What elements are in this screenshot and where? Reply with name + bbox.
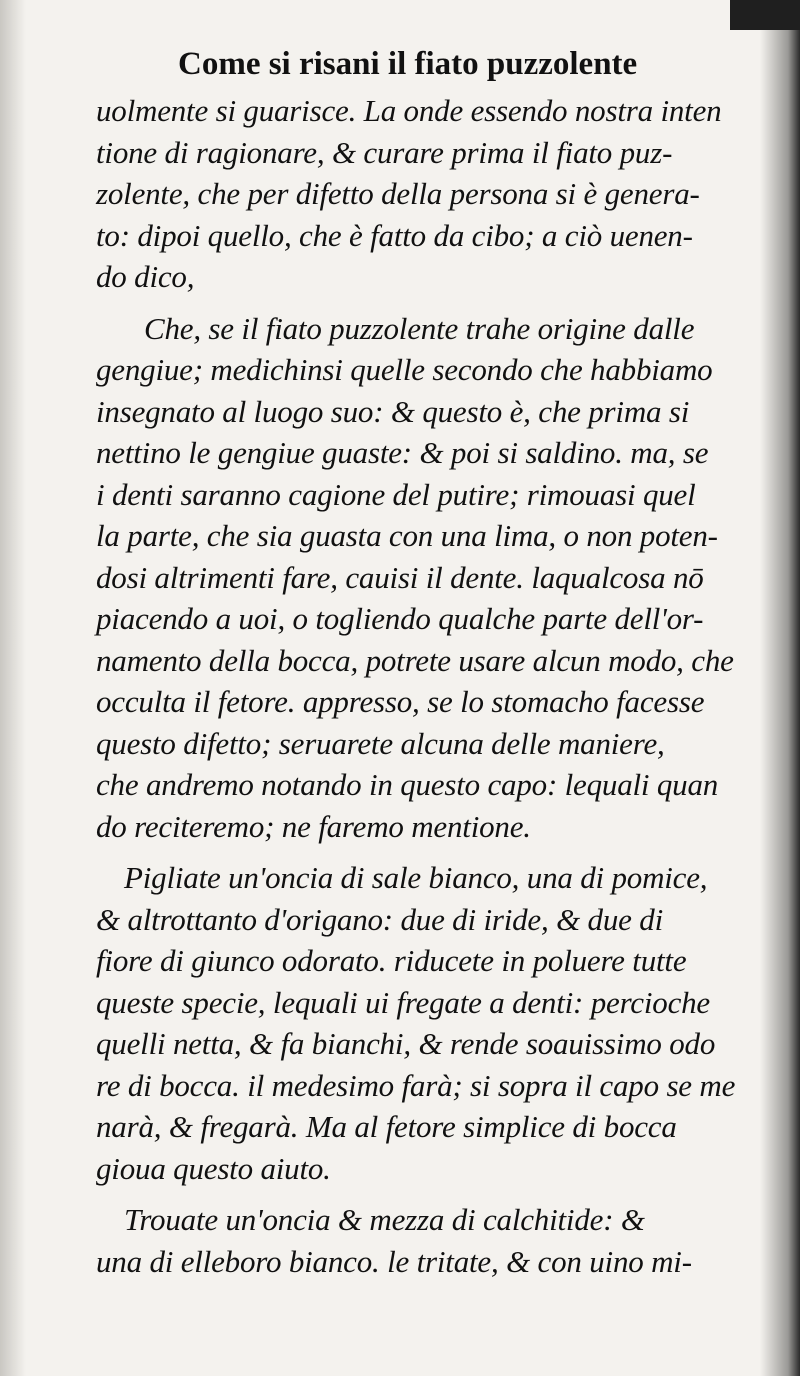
text-line: Che, se il fiato puzzolente trahe origine dalle xyxy=(144,310,695,346)
paragraph-1 xyxy=(96,90,768,298)
text-line: narà, & fregarà. Ma al fetore simplice di bocca xyxy=(96,1109,677,1144)
text-line: queste specie, lequali ui fregate a denti: percioche xyxy=(96,984,710,1020)
text-line: insegnato al luogo suo: & questo è, che prima si xyxy=(96,393,690,429)
running-header: Come si risani il fiato puzzolente xyxy=(178,46,638,82)
text-line: to: dipoi quello, che è fatto da cibo; a ciò uenen- xyxy=(96,217,693,253)
text-line: occulta il fetore. appresso, se lo stomacho facesse xyxy=(96,684,705,719)
text-line: una di elleboro bianco. le tritate, & con uino mi- xyxy=(96,1243,692,1279)
text-line: & altrottanto d'origano: due di iride, & due di xyxy=(96,901,663,937)
text-line: dosi altrimenti fare, cauisi il dente. laqualcosa nō xyxy=(96,559,704,595)
text-line: Pigliate un'oncia di sale bianco, una di pomice, xyxy=(124,860,708,895)
text-line: do dico, xyxy=(96,259,195,294)
text-line: gengiue; medichinsi quelle secondo che habbiamo xyxy=(96,352,713,387)
text-line: questo difetto; seruarete alcuna delle maniere, xyxy=(96,725,665,761)
paragraph-3 xyxy=(96,857,768,1189)
text-line: gioua questo aiuto. xyxy=(96,1150,331,1186)
text-line: che andremo notando in questo capo: lequali quan xyxy=(96,767,719,802)
text-line: nettino le gengiue guaste: & poi si saldino. ma, se xyxy=(96,435,709,470)
text-line: la parte, che sia guasta con una lima, o non poten- xyxy=(96,518,718,553)
text-line: piacendo a uoi, o togliendo qualche parte dell'or- xyxy=(96,601,704,636)
scan-corner xyxy=(730,0,800,30)
text-line: fiore di giunco odorato. riducete in poluere tutte xyxy=(96,943,687,978)
paragraph-4 xyxy=(96,1199,768,1282)
text-line: namento della bocca, potrete usare alcun modo, che xyxy=(96,642,734,678)
text-line: do reciteremo; ne faremo mentione. xyxy=(96,808,531,844)
page-gutter xyxy=(0,0,26,1376)
paragraph-2 xyxy=(96,308,768,848)
text-line: uolmente si guarisce. La onde essendo nostra inten xyxy=(96,93,722,128)
text-line: tione di ragionare, & curare prima il fiato puz- xyxy=(96,134,673,170)
text-line: Trouate un'oncia & mezza di calchitide: & xyxy=(124,1202,645,1237)
text-line: i denti saranno cagione del putire; rimouasi quel xyxy=(96,476,696,512)
text-block xyxy=(96,38,768,1282)
text-line: re di bocca. il medesimo farà; si sopra il capo se me xyxy=(96,1067,736,1103)
text-line: zolente, che per difetto della persona si è genera- xyxy=(96,176,700,211)
text-line: quelli netta, & fa bianchi, & rende soauissimo odo xyxy=(96,1026,716,1061)
